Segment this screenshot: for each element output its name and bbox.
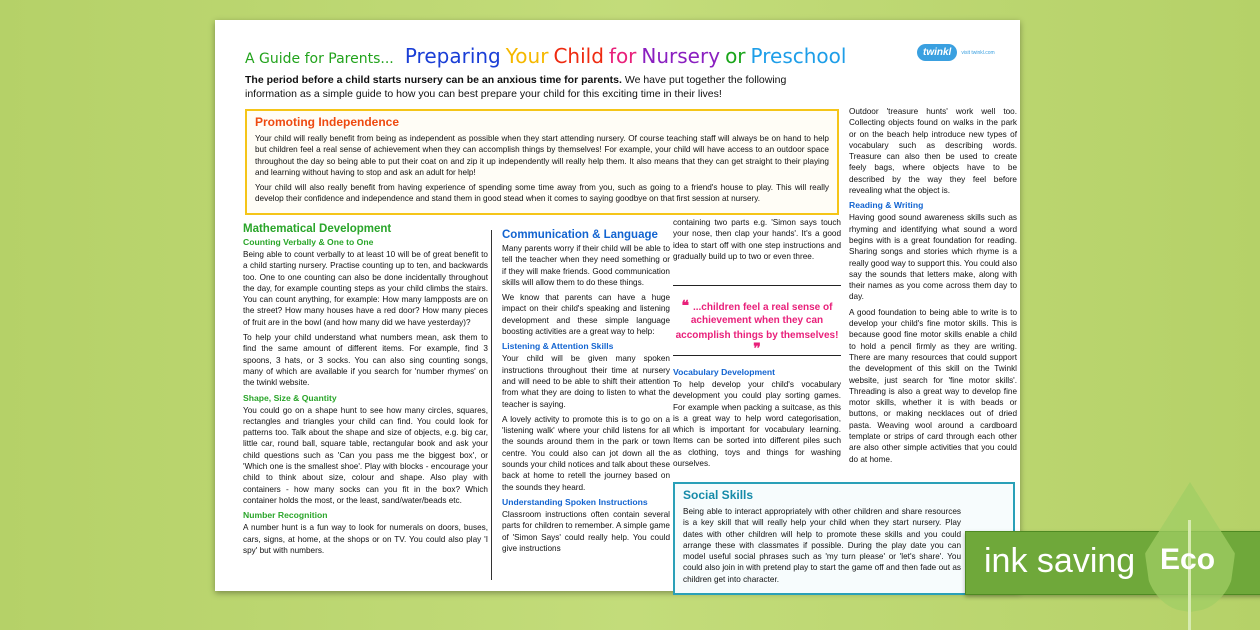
comm-p2: We know that parents can have a huge impact on their child's speaking and listening development and these simple language boosting activities are a great way to help: <box>502 293 670 337</box>
independence-box <box>245 109 839 215</box>
eco-label: Eco <box>1160 543 1216 576</box>
comm-p3: Your child will be given many spoken instructions throughout their time at nursery and will need to be able to shift their attention from what they are doing to listen to what the teacher is saying. <box>502 354 670 409</box>
title-word: Child <box>553 44 604 68</box>
quote-text: ...children feel a real sense of achievement when they can accomplish things by themselves! <box>675 302 839 341</box>
communication-column <box>502 229 670 558</box>
maths-sub2: Shape, Size & Quantity <box>243 392 337 403</box>
title-word: for <box>608 44 637 68</box>
maths-p3: You could go on a shape hunt to see how many circles, squares, rectangles and triangles your child can find. You could look for patterns too. Talk about the shape and size of objects, e.g. big car, little car, round ball, square table, rectangular book and ask your child questions such as 'Can you pass me the biggest box', or 'Which one is the smallest shoe'. Play with blocks - encourage your child to think about size, colour and shape. Also play with containers - how many socks can you fit in the box? Which container holds the most, or the least, sand/water/beads etc. <box>243 405 488 505</box>
vocab-p: To help develop your child's vocabulary development you could play sorting games. For example when packing a suitcase, as this is a great way to help word categorisation, which is important for vocabulary learning. Items can be sorted into different piles such as clothing, toys and things for washing ourselves. <box>673 380 841 469</box>
title-word: Preschool <box>750 44 847 68</box>
maths-column <box>243 223 488 560</box>
pull-quote <box>673 285 841 356</box>
comm-p1: Many parents worry if their child will be able to tell the teacher when they need something or if they will make friends. Good communication skills will allow them to do these things. <box>502 244 670 287</box>
social-p1: Being able to interact appropriately with other children and share resources is a key skill that will really help your child when they start nursery. Play dates with other children will help to promote these skills and you could arrange these with classmates if possible. During the play date you can model useful social phrases such as 'my turn please' or 'let's share'. You could also join in with pretend play to start the game off and then fade out as children get into character. <box>683 507 961 584</box>
right-column <box>849 106 1017 469</box>
maths-sub3: Number Recognition <box>243 510 328 521</box>
intro-bold: The period before a child starts nursery can be an anxious time for parents. <box>245 74 622 86</box>
vocab-heading: Vocabulary Development <box>673 367 776 377</box>
col4-p1: Outdoor 'treasure hunts' work well too. Collecting objects found on walks in the park or on the beach help introduce new types of vocabulary such as describing words. Treasure can also then be used to create feely bags, where objects have to be described by the way they feel before revealing what the object is. <box>849 107 1017 196</box>
intro-text <box>245 73 805 101</box>
intro-rest: We have put together the following information as a simple guide to how you can best prepare your child for this exciting time in their lives! <box>245 74 787 100</box>
comm-sub1: Listening & Attention Skills <box>502 341 614 352</box>
ink-saving-label: ink saving <box>984 542 1136 580</box>
page-title <box>245 44 851 68</box>
maths-sub1: Counting Verbally & One to One <box>243 237 374 247</box>
title-prefix: A Guide for Parents... <box>245 51 394 67</box>
title-word: Your <box>505 44 549 68</box>
title-word: or <box>725 44 746 68</box>
col4-p2: Having good sound awareness skills such as rhyming and identifying what sound a word begins with is a great foundation for reading. Sharing songs and stories which rhyme is a really good way to support this. You could also say the sounds that letters make, along with their names as you come across them day to day. <box>849 213 1017 302</box>
open-quote-icon: ❝ <box>681 297 693 313</box>
logo-cloud: twinkl <box>917 44 957 61</box>
reading-heading: Reading & Writing <box>849 200 924 211</box>
social-box <box>673 482 1015 595</box>
comm-sub2: Understanding Spoken Instructions <box>502 496 648 507</box>
independence-p1: Your child will really benefit from being as independent as possible when they start attending nursery. Of course teaching staff will always be on hand to help but children feel a real sense of achievement when they can accomplish things by themselves! For example, your child will have access to an outdoor space throughout the day so being able to put their coat on and zip it up independently will really help them. It also means that they can get straight to their playing and learning without having to stop and ask an adult for help! <box>255 134 829 177</box>
close-quote-icon: ❞ <box>753 340 761 356</box>
twinkl-logo[interactable] <box>917 44 995 61</box>
title-words <box>404 44 852 68</box>
comm-p4: A lovely activity to promote this is to go on a 'listening walk' where your child listens for all the sounds around them in the park or town centre. You could also can jot down all the sounds your child notices and talk about these back at home to retell the journey based on the sounds they heard. <box>502 414 670 492</box>
title-word: Nursery <box>641 44 721 68</box>
col3-p1: containing two parts e.g. 'Simon says touch your nose, then clap your hands'. It's a good idea to start off with one step instructions and gradually build up to two or even three. <box>673 218 841 261</box>
maths-p2: To help your child understand what numbers mean, ask them to find the same amount of different items. For example, find 3 spoons, 3 hats, or 3 socks. You can also sing counting songs, many of which are available if you search for 'number rhymes' on the twinkl website. <box>243 333 488 388</box>
document-page <box>215 20 1020 591</box>
comm-heading: Communication & Language <box>502 229 658 241</box>
independence-heading: Promoting Independence <box>255 115 400 129</box>
comm-p5: Classroom instructions often contain several parts for children to remember. A simple game of 'Simon Says' could really help. You could give instructions <box>502 509 670 553</box>
logo-visit-link[interactable]: visit twinkl.com <box>961 49 995 56</box>
col4-p3: A good foundation to being able to write is to develop your child's fine motor skills. This is because good fine motor skills enable a child to hold a pencil firmly as they are writing. There are many resources that could support the development of this skill on the Twinkl website, just search for 'fine motor skills'. Threading is also a great way to develop fine motor skills, whether it is with beads or buttons, or making necklaces out of dried pasta. Weaving wool around a cardboard template or strips of card through each other are also other simple activities that you could do at home. <box>849 307 1017 464</box>
column-divider <box>491 230 492 580</box>
social-heading: Social Skills <box>683 488 754 502</box>
title-word: Preparing <box>404 44 501 68</box>
maths-p4: A number hunt is a fun way to look for numerals on doors, buses, cars, signs, at home, at the shops or on TV. You could also play 'I spy' but with numbers. <box>243 523 488 555</box>
vocab-section <box>673 367 841 473</box>
maths-heading: Mathematical Development <box>243 223 392 235</box>
maths-p1: Being able to count verbally to at least 10 will be of great benefit to a child starting nursery. Practise counting up to ten, and backwards too. One to one counting can also be done incidentally throughout the day, for example counting steps as your child climbs the stairs. You can count anything, for example: How many lampposts are on the street? How many houses have a red door? How many pieces of fruit are in the bowl (and how many did we have yesterday)? <box>243 250 488 327</box>
independence-p2: Your child will also really benefit from having experience of spending some time away from you, such as going to a friend's house to play. This will really develop their confidence and independence and stand them in good stead when it comes to saying goodbye on that first session at nursery. <box>255 183 829 204</box>
col3-top <box>673 217 841 266</box>
